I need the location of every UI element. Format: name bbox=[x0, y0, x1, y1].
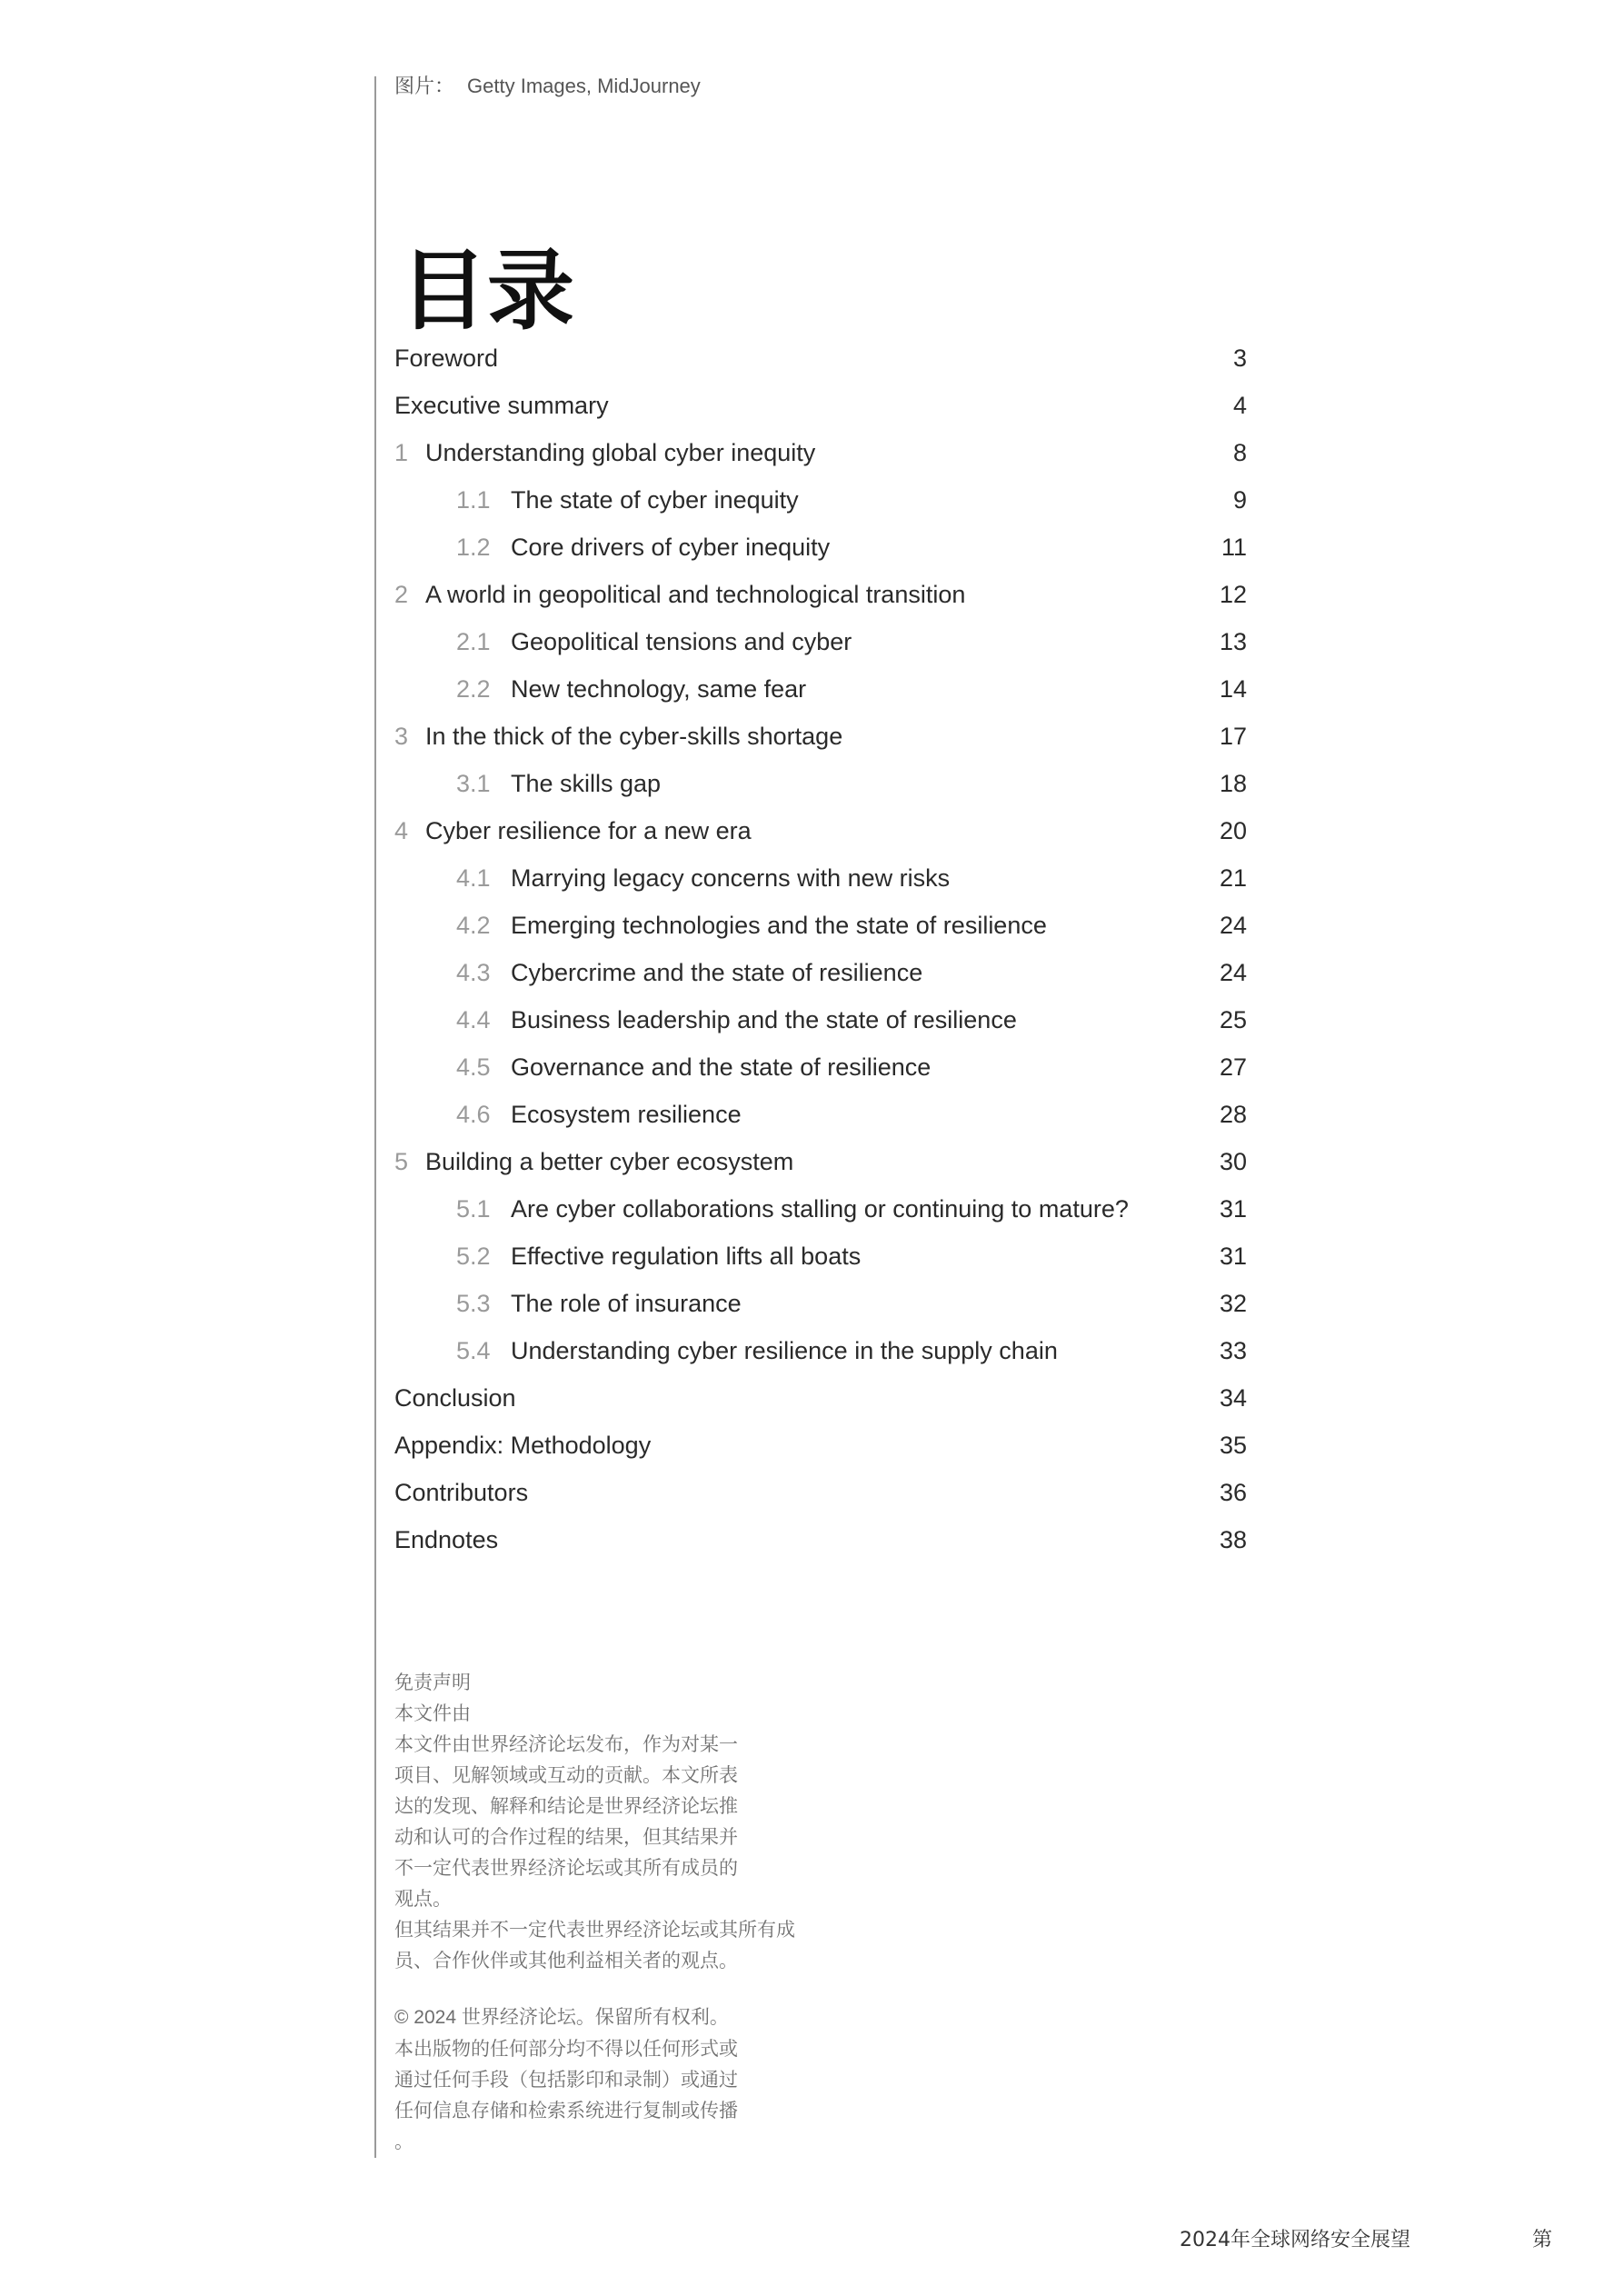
image-credit-sources: Getty Images, MidJourney bbox=[467, 75, 701, 97]
toc-entry-number: 5 bbox=[394, 1148, 409, 1175]
toc-entry-page: 14 bbox=[1219, 675, 1247, 703]
toc-entry[interactable] bbox=[394, 760, 1247, 807]
toc-entry-number: 3.1 bbox=[456, 770, 491, 797]
toc-entry[interactable] bbox=[394, 996, 1247, 1043]
toc-entry-number: 4.3 bbox=[456, 959, 491, 986]
toc-entry-number: 4.4 bbox=[456, 1006, 491, 1033]
toc-entry-title: Are cyber collaborations stalling or continuing to mature? bbox=[511, 1195, 1129, 1223]
table-of-contents bbox=[394, 334, 1247, 1563]
toc-entry-title: Foreword bbox=[394, 344, 499, 372]
toc-entry-title: Effective regulation lifts all boats bbox=[511, 1243, 862, 1270]
disclaimer-line: 不一定代表世界经济论坛或其所有成员的 bbox=[394, 1857, 738, 1879]
disclaimer-line: 免责声明 bbox=[394, 1672, 471, 1693]
toc-entry[interactable] bbox=[394, 1233, 1247, 1280]
toc-entry-number: 5.3 bbox=[456, 1290, 491, 1317]
disclaimer-line: 观点。 bbox=[394, 1888, 452, 1910]
toc-entry-title: The role of insurance bbox=[511, 1290, 742, 1317]
toc-entry-number: 5.1 bbox=[456, 1195, 491, 1223]
toc-entry-page: 31 bbox=[1219, 1243, 1247, 1270]
toc-entry-title: Executive summary bbox=[394, 392, 609, 419]
toc-entry[interactable] bbox=[394, 1091, 1247, 1138]
toc-entry[interactable] bbox=[394, 1374, 1247, 1422]
copyright-line: 本出版物的任何部分均不得以任何形式或 bbox=[394, 2038, 738, 2060]
toc-entry-page: 4 bbox=[1232, 392, 1247, 419]
toc-entry-title: The state of cyber inequity bbox=[511, 486, 799, 514]
copyright-line bbox=[394, 2002, 738, 2033]
toc-entry-title: New technology, same fear bbox=[511, 675, 807, 703]
toc-entry-title: Understanding cyber resilience in the supply chain bbox=[511, 1337, 1058, 1364]
disclaimer-line: 动和认可的合作过程的结果，但其结果并 bbox=[394, 1826, 738, 1848]
toc-entry[interactable] bbox=[394, 618, 1247, 665]
copyright-line: 通过任何手段（包括影印和录制）或通过 bbox=[394, 2069, 738, 2091]
toc-entry-number: 5.2 bbox=[456, 1243, 491, 1270]
toc-entry-title: Emerging technologies and the state of resilience bbox=[511, 912, 1047, 939]
toc-entry-number: 4.5 bbox=[456, 1053, 491, 1081]
footer-report-title: 2024年全球网络安全展望 bbox=[1180, 2229, 1410, 2251]
toc-entry-page: 24 bbox=[1219, 959, 1247, 986]
toc-entry[interactable] bbox=[394, 382, 1247, 429]
toc-entry[interactable] bbox=[394, 334, 1247, 382]
toc-entry-page: 32 bbox=[1219, 1290, 1247, 1317]
toc-entry[interactable] bbox=[394, 1280, 1247, 1327]
toc-entry-title: Cyber resilience for a new era bbox=[425, 817, 752, 844]
copyright-notice bbox=[394, 2002, 738, 2157]
toc-entry[interactable] bbox=[394, 1138, 1247, 1185]
disclaimer-line: 员、合作伙伴或其他利益相关者的观点。 bbox=[394, 1950, 738, 1972]
toc-entry-title: Geopolitical tensions and cyber bbox=[511, 628, 852, 655]
disclaimer-line: 本文件由 bbox=[394, 1702, 471, 1724]
toc-entry-number: 3 bbox=[394, 723, 409, 750]
toc-entry-title: Appendix: Methodology bbox=[394, 1432, 652, 1459]
page-title: 目录 bbox=[400, 239, 574, 343]
toc-entry[interactable] bbox=[394, 665, 1247, 713]
toc-entry-page: 13 bbox=[1219, 628, 1247, 655]
toc-entry-number: 2.2 bbox=[456, 675, 491, 703]
toc-entry-page: 21 bbox=[1219, 864, 1247, 892]
toc-entry-page: 3 bbox=[1232, 344, 1247, 372]
toc-entry-number: 4.1 bbox=[456, 864, 491, 892]
disclaimer-line: 但其结果并不一定代表世界经济论坛或其所有成 bbox=[394, 1919, 795, 1941]
toc-entry-page: 12 bbox=[1219, 581, 1247, 608]
toc-entry[interactable] bbox=[394, 429, 1247, 476]
toc-entry-page: 24 bbox=[1219, 912, 1247, 939]
toc-entry-page: 38 bbox=[1219, 1526, 1247, 1553]
toc-entry-title: Core drivers of cyber inequity bbox=[511, 534, 831, 561]
copyright-line: 。 bbox=[394, 2131, 413, 2152]
toc-entry-title: In the thick of the cyber-skills shortage bbox=[425, 723, 843, 750]
toc-entry-page: 25 bbox=[1219, 1006, 1247, 1033]
toc-entry-page: 28 bbox=[1219, 1101, 1247, 1128]
toc-entry-number: 4.2 bbox=[456, 912, 491, 939]
toc-entry-number: 2.1 bbox=[456, 628, 491, 655]
toc-entry[interactable] bbox=[394, 807, 1247, 854]
toc-entry[interactable] bbox=[394, 713, 1247, 760]
toc-entry-page: 9 bbox=[1232, 486, 1247, 514]
toc-entry-number: 1.2 bbox=[456, 534, 491, 561]
toc-entry[interactable] bbox=[394, 524, 1247, 571]
toc-entry-title: Governance and the state of resilience bbox=[511, 1053, 932, 1081]
toc-entry-number: 5.4 bbox=[456, 1337, 491, 1364]
disclaimer-line: 项目、见解领域或互动的贡献。本文所表 bbox=[394, 1764, 738, 1786]
toc-entry-page: 27 bbox=[1219, 1053, 1247, 1081]
toc-entry-title: Ecosystem resilience bbox=[511, 1101, 742, 1128]
toc-entry-number: 4.6 bbox=[456, 1101, 491, 1128]
left-margin-rule bbox=[374, 76, 376, 2158]
toc-entry-page: 20 bbox=[1219, 817, 1247, 844]
image-credit-label: 图片： bbox=[394, 75, 455, 98]
toc-entry-page: 11 bbox=[1220, 534, 1247, 561]
toc-entry[interactable] bbox=[394, 571, 1247, 618]
footer-page-label: 第 bbox=[1532, 2229, 1553, 2251]
toc-entry-title: Building a better cyber ecosystem bbox=[425, 1148, 794, 1175]
toc-entry-number: 1.1 bbox=[456, 486, 491, 514]
toc-entry[interactable] bbox=[394, 1043, 1247, 1091]
copyright-holder: 世界经济论坛。保留所有权利。 bbox=[461, 2006, 729, 2028]
toc-entry-title: Endnotes bbox=[394, 1526, 499, 1553]
toc-entry-title: A world in geopolitical and technological transition bbox=[425, 581, 966, 608]
toc-entry[interactable] bbox=[394, 1469, 1247, 1516]
toc-entry-page: 33 bbox=[1219, 1337, 1247, 1364]
toc-entry-page: 36 bbox=[1219, 1479, 1247, 1506]
toc-entry[interactable] bbox=[394, 476, 1247, 524]
toc-entry[interactable] bbox=[394, 1516, 1247, 1563]
disclaimer bbox=[394, 1667, 795, 1976]
toc-entry[interactable] bbox=[394, 1327, 1247, 1374]
toc-entry-number: 1 bbox=[394, 439, 409, 466]
toc-entry-page: 18 bbox=[1219, 770, 1247, 797]
toc-entry[interactable] bbox=[394, 1422, 1247, 1469]
toc-entry[interactable] bbox=[394, 1185, 1247, 1233]
toc-entry-page: 17 bbox=[1219, 723, 1247, 750]
toc-entry-title: Marrying legacy concerns with new risks bbox=[511, 864, 951, 892]
toc-entry-page: 34 bbox=[1219, 1384, 1247, 1412]
toc-entry[interactable] bbox=[394, 854, 1247, 902]
copyright-symbol-year: © 2024 bbox=[394, 2007, 462, 2028]
disclaimer-line: 本文件由世界经济论坛发布，作为对某一 bbox=[394, 1733, 738, 1755]
toc-entry-title: Cybercrime and the state of resilience bbox=[511, 959, 923, 986]
toc-entry-title: Business leadership and the state of resilience bbox=[511, 1006, 1017, 1033]
toc-entry-page: 8 bbox=[1232, 439, 1247, 466]
copyright-line: 任何信息存储和检索系统进行复制或传播 bbox=[394, 2100, 738, 2121]
toc-entry-title: Understanding global cyber inequity bbox=[425, 439, 816, 466]
toc-entry[interactable] bbox=[394, 902, 1247, 949]
toc-entry-title: Conclusion bbox=[394, 1384, 516, 1412]
disclaimer-line: 达的发现、解释和结论是世界经济论坛推 bbox=[394, 1795, 738, 1817]
image-credit bbox=[394, 71, 701, 99]
toc-entry-title: The skills gap bbox=[511, 770, 662, 797]
toc-entry-number: 4 bbox=[394, 817, 409, 844]
toc-entry-page: 35 bbox=[1219, 1432, 1247, 1459]
toc-entry-number: 2 bbox=[394, 581, 409, 608]
toc-entry-page: 31 bbox=[1219, 1195, 1247, 1223]
toc-entry-title: Contributors bbox=[394, 1479, 529, 1506]
toc-entry[interactable] bbox=[394, 949, 1247, 996]
toc-entry-page: 30 bbox=[1219, 1148, 1247, 1175]
